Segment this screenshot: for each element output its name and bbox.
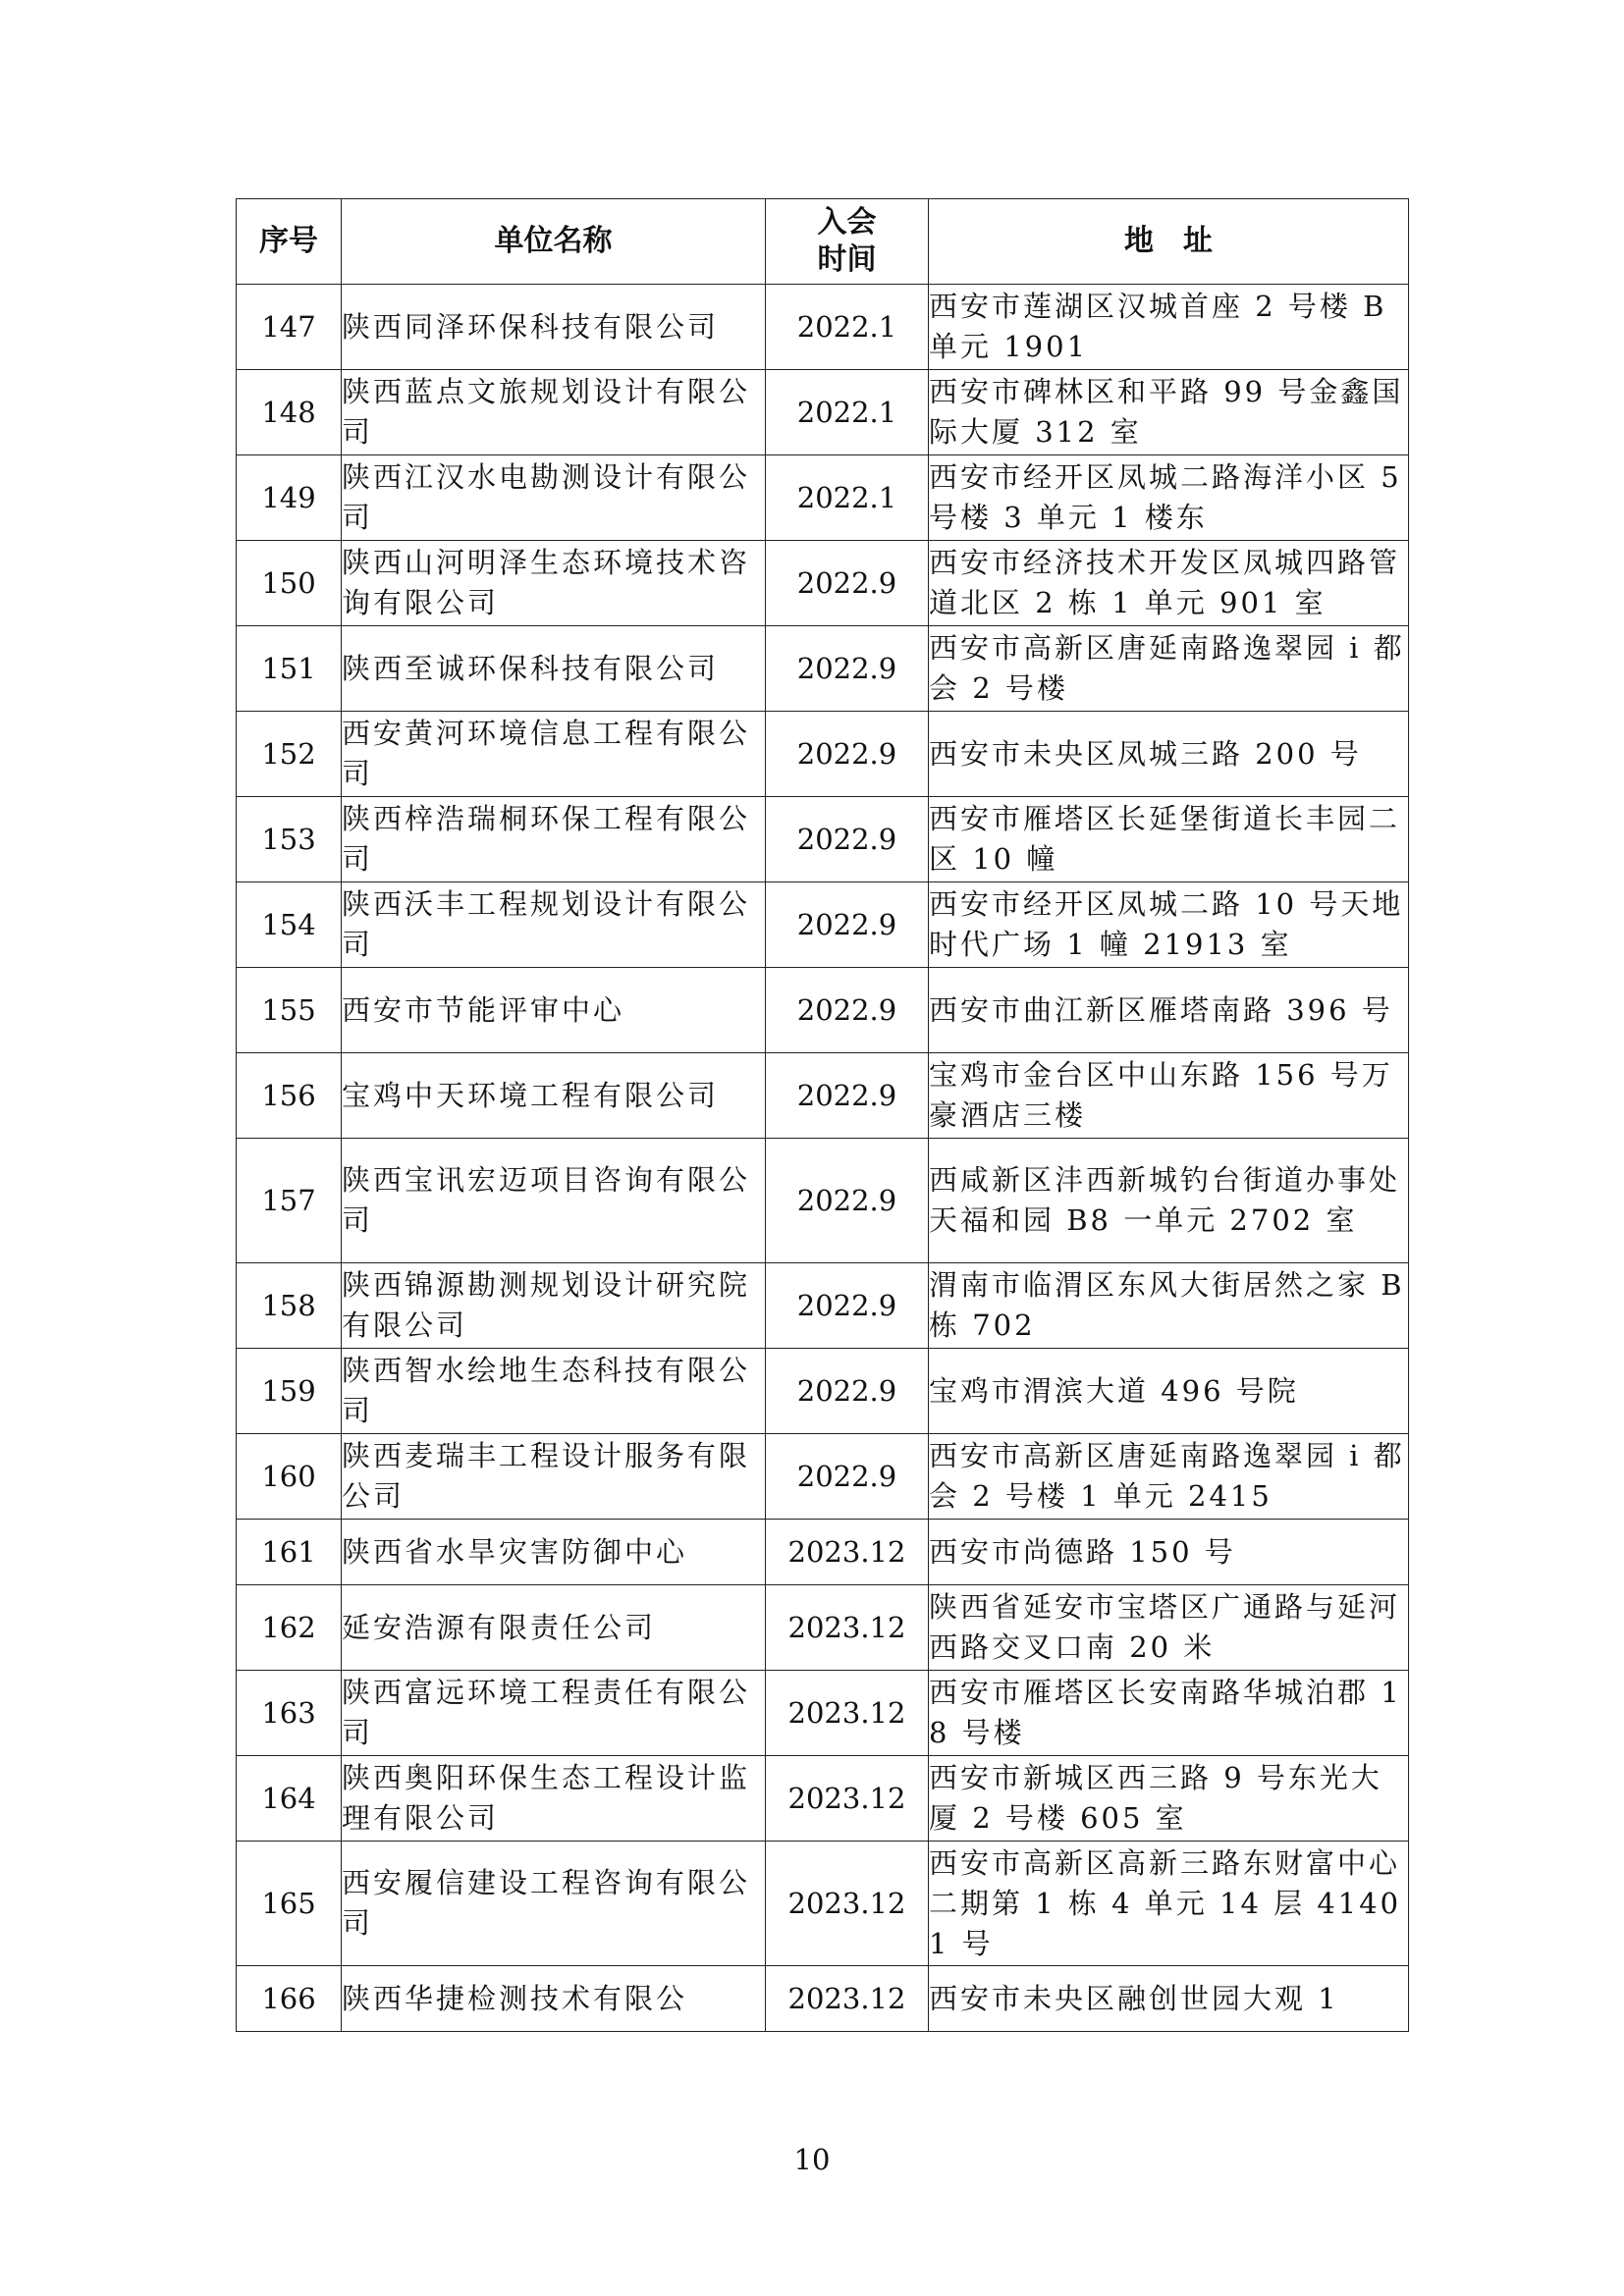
cell-address: 西安市未央区融创世园大观 1: [929, 1966, 1409, 2032]
cell-unit-name: 陕西同泽环保科技有限公司: [342, 285, 766, 370]
cell-address: 西安市碑林区和平路 99 号金鑫国际大厦 312 室: [929, 370, 1409, 455]
cell-join-time: 2023.12: [766, 1756, 929, 1842]
cell-serial: 163: [237, 1671, 342, 1756]
cell-serial: 147: [237, 285, 342, 370]
cell-serial: 160: [237, 1434, 342, 1520]
header-row: [237, 199, 1409, 285]
header-address: 地 址: [929, 199, 1409, 285]
cell-address: 西安市雁塔区长安南路华城泊郡 18 号楼: [929, 1671, 1409, 1756]
cell-serial: 153: [237, 797, 342, 882]
cell-address: 西安市经开区凤城二路 10 号天地时代广场 1 幢 21913 室: [929, 882, 1409, 968]
cell-serial: 148: [237, 370, 342, 455]
cell-join-time: 2022.9: [766, 882, 929, 968]
cell-serial: 150: [237, 541, 342, 626]
cell-join-time: 2022.9: [766, 626, 929, 712]
cell-unit-name: 西安黄河环境信息工程有限公司: [342, 712, 766, 797]
cell-serial: 155: [237, 968, 342, 1053]
cell-address: 陕西省延安市宝塔区广通路与延河西路交叉口南 20 米: [929, 1585, 1409, 1671]
cell-join-time: 2023.12: [766, 1966, 929, 2032]
cell-address: 西咸新区沣西新城钓台街道办事处天福和园 B8 一单元 2702 室: [929, 1139, 1409, 1263]
cell-unit-name: 陕西省水旱灾害防御中心: [342, 1520, 766, 1585]
cell-address: 西安市尚德路 150 号: [929, 1520, 1409, 1585]
cell-address: 西安市未央区凤城三路 200 号: [929, 712, 1409, 797]
cell-join-time: 2023.12: [766, 1842, 929, 1966]
table-row: [237, 797, 1409, 882]
table-row: [237, 882, 1409, 968]
table-row: [237, 968, 1409, 1053]
table-row: [237, 541, 1409, 626]
cell-serial: 156: [237, 1053, 342, 1139]
cell-unit-name: 陕西智水绘地生态科技有限公司: [342, 1349, 766, 1434]
cell-serial: 152: [237, 712, 342, 797]
table-row: [237, 285, 1409, 370]
table-row: [237, 712, 1409, 797]
cell-serial: 154: [237, 882, 342, 968]
cell-serial: 161: [237, 1520, 342, 1585]
cell-unit-name: 陕西奥阳环保生态工程设计监理有限公司: [342, 1756, 766, 1842]
cell-serial: 157: [237, 1139, 342, 1263]
cell-join-time: 2022.9: [766, 1053, 929, 1139]
cell-address: 西安市高新区高新三路东财富中心二期第 1 栋 4 单元 14 层 41401 号: [929, 1842, 1409, 1966]
table-row: [237, 1053, 1409, 1139]
cell-unit-name: 陕西锦源勘测规划设计研究院有限公司: [342, 1263, 766, 1349]
cell-address: 西安市新城区西三路 9 号东光大厦 2 号楼 605 室: [929, 1756, 1409, 1842]
cell-unit-name: 陕西山河明泽生态环境技术咨询有限公司: [342, 541, 766, 626]
cell-address: 宝鸡市渭滨大道 496 号院: [929, 1349, 1409, 1434]
cell-serial: 166: [237, 1966, 342, 2032]
cell-unit-name: 陕西梓浩瑞桐环保工程有限公司: [342, 797, 766, 882]
cell-unit-name: 陕西宝讯宏迈项目咨询有限公司: [342, 1139, 766, 1263]
cell-address: 西安市高新区唐延南路逸翠园 i 都会 2 号楼: [929, 626, 1409, 712]
cell-address: 西安市曲江新区雁塔南路 396 号: [929, 968, 1409, 1053]
cell-join-time: 2022.1: [766, 370, 929, 455]
table-row: [237, 1520, 1409, 1585]
cell-join-time: 2022.9: [766, 1263, 929, 1349]
page-number: 10: [793, 2143, 831, 2176]
cell-unit-name: 延安浩源有限责任公司: [342, 1585, 766, 1671]
cell-unit-name: 陕西华捷检测技术有限公: [342, 1966, 766, 2032]
table-row: [237, 1842, 1409, 1966]
cell-unit-name: 西安市节能评审中心: [342, 968, 766, 1053]
cell-join-time: 2023.12: [766, 1520, 929, 1585]
cell-unit-name: 陕西沃丰工程规划设计有限公司: [342, 882, 766, 968]
cell-address: 宝鸡市金台区中山东路 156 号万豪酒店三楼: [929, 1053, 1409, 1139]
cell-address: 渭南市临渭区东风大街居然之家 B 栋 702: [929, 1263, 1409, 1349]
member-table: [236, 198, 1409, 2032]
cell-address: 西安市经开区凤城二路海洋小区 5 号楼 3 单元 1 楼东: [929, 455, 1409, 541]
table-row: [237, 1263, 1409, 1349]
header-join-time: 入会 时间: [766, 199, 929, 285]
cell-unit-name: 陕西江汉水电勘测设计有限公司: [342, 455, 766, 541]
table-row: [237, 455, 1409, 541]
table-body: [237, 285, 1409, 2032]
cell-join-time: 2023.12: [766, 1671, 929, 1756]
cell-join-time: 2022.1: [766, 285, 929, 370]
cell-join-time: 2022.9: [766, 1349, 929, 1434]
table-row: [237, 626, 1409, 712]
cell-unit-name: 陕西至诚环保科技有限公司: [342, 626, 766, 712]
cell-serial: 151: [237, 626, 342, 712]
cell-serial: 158: [237, 1263, 342, 1349]
table-row: [237, 1139, 1409, 1263]
cell-unit-name: 陕西富远环境工程责任有限公司: [342, 1671, 766, 1756]
header-serial: 序号: [237, 199, 342, 285]
cell-join-time: 2022.9: [766, 712, 929, 797]
cell-join-time: 2022.1: [766, 455, 929, 541]
cell-address: 西安市高新区唐延南路逸翠园 i 都会 2 号楼 1 单元 2415: [929, 1434, 1409, 1520]
cell-address: 西安市经济技术开发区凤城四路管道北区 2 栋 1 单元 901 室: [929, 541, 1409, 626]
cell-join-time: 2023.12: [766, 1585, 929, 1671]
table-row: [237, 1966, 1409, 2032]
cell-serial: 162: [237, 1585, 342, 1671]
cell-join-time: 2022.9: [766, 1434, 929, 1520]
table-row: [237, 1434, 1409, 1520]
cell-join-time: 2022.9: [766, 1139, 929, 1263]
cell-address: 西安市雁塔区长延堡街道长丰园二区 10 幢: [929, 797, 1409, 882]
cell-join-time: 2022.9: [766, 797, 929, 882]
cell-serial: 164: [237, 1756, 342, 1842]
cell-serial: 159: [237, 1349, 342, 1434]
cell-join-time: 2022.9: [766, 968, 929, 1053]
cell-unit-name: 宝鸡中天环境工程有限公司: [342, 1053, 766, 1139]
header-unit-name: 单位名称: [342, 199, 766, 285]
cell-unit-name: 陕西蓝点文旅规划设计有限公司: [342, 370, 766, 455]
table-row: [237, 1349, 1409, 1434]
cell-unit-name: 陕西麦瑞丰工程设计服务有限公司: [342, 1434, 766, 1520]
cell-serial: 149: [237, 455, 342, 541]
table-row: [237, 1756, 1409, 1842]
cell-join-time: 2022.9: [766, 541, 929, 626]
cell-address: 西安市莲湖区汉城首座 2 号楼 B 单元 1901: [929, 285, 1409, 370]
table-row: [237, 370, 1409, 455]
table-row: [237, 1585, 1409, 1671]
cell-serial: 165: [237, 1842, 342, 1966]
table-row: [237, 1671, 1409, 1756]
cell-unit-name: 西安履信建设工程咨询有限公司: [342, 1842, 766, 1966]
